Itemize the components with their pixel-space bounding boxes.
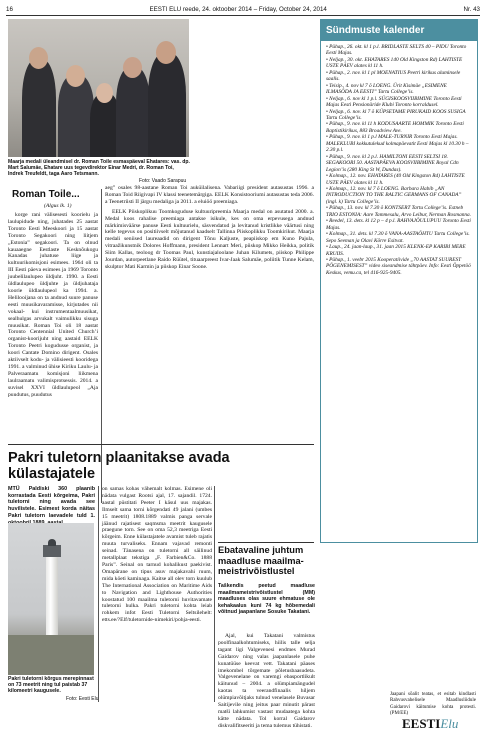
wrestling-lead: Taškendis peetud maadluse maailmameistrivõistlustel (MM) maadluses olas suure ehmatuse ole kehakaalus kuni 74 kg hõbemedali võitnud jaapanlane Sosuke Takatani. (218, 583, 315, 615)
wrestling-body (218, 633, 315, 729)
column-divider (214, 486, 215, 702)
award-photo (8, 19, 189, 157)
article-title-wrestling: Ebatavaline juhtum maadluse maailma- meistrivõistlustel (218, 545, 304, 577)
lighthouse-roof (48, 539, 56, 546)
calendar-item: • Pühap., 9. nov. kl 2 p.l. HAMILTONI EESTI SELTSI 18. SEGAKOORI 50. AASTAPÄEVA KOOSVIIBIMINE Royal Cdn Legion’is (280 King St W, Dundas). (326, 153, 459, 173)
calendar-title: Sündmuste kalender (320, 19, 478, 41)
calendar-item: • Kolmap., 12. nov. kl 7 õ LOENG. Barbara Habib „AN INTRODUCTION TO THE BALTIC GERMANS OF CANADA” (ingl. k) Tartu College’is. (326, 185, 462, 205)
lighthouse-photo (8, 523, 94, 675)
award-photo-credit: Foto: Vaado Sarapuu (139, 178, 187, 184)
calendar-list (320, 41, 478, 543)
person-head (29, 47, 48, 69)
calendar-item: • Kolmap., 31. dets. kl 7.30 õ VANA-AASTAÕHTU Tartu College’is. Sepo Seeman ja Olavi Kõrre Esitvat. (326, 231, 470, 244)
lighthouse-lead: MTÜ Paldiski 360 plaanib korrastada Eesti kõrgeima, Pakri tuletorni ning avada see huvilistele. Esimest korda näitas Pakri tuletorn laevadele tuld 1. (8, 486, 95, 519)
column-divider (98, 486, 99, 702)
events-calendar (320, 19, 478, 534)
article-paragraph: korge rani välisesesti koorielu ja laulupidude ning, juhatades 25 aastat Toronto Eesti Meeskoori ja 15 aastat Toronto Segakoori ning liitjem „Estonia” segakoori. Ta on olnud kauaaegne Eestlaste Kesknõukogu Kanadas juhatuse liige ja kultuurikomisjoni esimees. 1964 oli ta III Eesti päeva esimees ja 1969 Toronto juubelilaulupeo üldjuht. 1990. a Eesti üldlaulupeo üldjuhte ja üldjuhataja koorie üldlaulupeol ka 1994. a. Helilooijana on ta andnud suure panuse eesti muusikavaramisse, kirjutades nii vokaal- kui instrumentaalmuusikat, sealhulgas arvukalt vaimulikku sisuga muusikat. Roman Toi oli 18 aastat Toronto Centennial United Church’i organist-koorijuht ning aastaid EELK Toronto Peetri kogudusse organist, ja koori Cantate Domino dirigent. Osales aktiivselt kodu- ja välisieesti kooridega 1991. a valminud ühise Kiriku Laulu- ja Palveraamatu komisjoni liikmena laulraamatu valimisprotsessis. 2014. a suvisel XXVI üldlaulupeol „Aja puudutus, puudutus (8, 212, 98, 398)
calendar-item: • Neljap., 30. okt. EHATARES 140 Old Kingston Rd) LAHTISTE USTE PÄEV alates kl 11 h. (326, 56, 463, 70)
calendar-item: • Kolmap., 12. nov. EHATARES (40 Old Kingston Rd) LAHTISTE USTE PÄEV alates kl 11 h. (326, 173, 465, 186)
calendar-item: • Reedel, 13. dets. kl 12 p – 4 p.l. RAHVAJÕULUPUU Toronto Eesti Majas. (326, 218, 471, 231)
person-head (123, 57, 142, 78)
lighthouse-photo-caption: Pakri tuletorni kõrgus merepinnast on 73 meetrit ning tul paistab 37 kilomeetri kaugusele. (8, 676, 94, 694)
article-title-lighthouse: Pakri tuletorn plaanitakse avada külastajatele (8, 450, 230, 482)
calendar-item: • Pühap., 13. nov. kl 7.30 õ KONTSERT Tartu College’is. Estneb TRIO ESTONIA: Aare Tammesalu, Arvo Leibur, Nerman Rosmanna. (326, 205, 471, 218)
article-paragraph: EELK Piiskoplikuu Toomkoguduse kultuuripreemia Maarja medal on asutatud 2000. a. Medal koos rahalise preemiaga antakse isikule, kes on oma erpevusega andnud märkimisväärse panuse Eesti kultuurielu, säsvendatud ja levitanud kristlikke väärtusi ning kelle tegevus on positiivselt mõjutanud kaadselt Tallinna Piiskoplikku Toomkirikut. Maarja medali seniised laureaadid on dirigent Tõnu Kaljuste, peapiiskop em Kuno Pajula, vitraažikunstnik Dolores Hoffmann, president Lennart Meri, piiskop Mikko Heikka, politik Siim Kallas, teoloog dr Toomas Paul, kunstiajaloolane Juhan Kilumets, piiskop Philippe Jourdan, autorpeetlane Raido Rüütel, tituaarpreest Ivar-Jaak Salumäe, poliitik Tunne Kelam, skulptor Mati Karmin ja piiskop Einar Soone. (105, 208, 314, 270)
section-rule (218, 542, 314, 543)
issue-number: Nr. 43 (463, 5, 480, 13)
calendar-item: • Laup., 24. jaan-laup., 31. jaan 2015 KLENK-EP KARIBI MERE KRUIIS. (326, 244, 466, 257)
header-dateline: EESTI ELU reede, 24. oktoober 2014 – Friday, October 24, 2014 (149, 5, 327, 13)
eesti-elu-logo (402, 716, 458, 732)
header-rule (6, 15, 480, 16)
person-figure (58, 75, 94, 157)
calendar-item: • Neljap., 6. nov kl 1 p.l. SÜGISKOOSVIIBIMINE Toronto Eesti Majas Eesti Pensionäride Klubi Toronto korraldusel. (326, 95, 462, 109)
calendar-item: • Pühap., 26. okt. kl 1 p.l. BRIDLASTE SELTS 40 – PIDU Toronto Eesti Majas. (326, 44, 467, 57)
calendar-item: • Teisip., 4. nov kl 7 õ LOENG. Ürit Kisimäe „ESIMENE ILMASÕDA JA EESTI” Tartu College’is. (326, 82, 447, 96)
calendar-item: • Neljap., 6. nov. kl 7 õ KÜPSETAME PIRUKAID KOOS SUSIGA Tartu College’is. (326, 108, 466, 121)
page-number: 16 (6, 5, 13, 13)
lighthouse-paragraph: on samas kohas vähemalt kolmas. Esimene oli nädata vulgast Rootsi ajal, 17. sajandil. 1724. aastal püstitati Peeter I käsul uus majakas. Ilmselt sama torni kõrgendati 49 jalani (umbes 15 meetrit) 1808.1889 valmis panga servale jäänud rajatisest saqmsma meetrit kaugusele praegune torn. See on oma 52,3 meetriga Eesti kõrgeim. Enne külastajatele avamist tuleb rajatis muuta turvaliseks. Ennam vajavad remonti seinad. Tänasena on tuletorni all säilinud metallplaat tekstiga „F. Farbien&Co. 1888 Paris”. Seinal on tarnud kohalikust paekivist. Omapärane on tipus asuv majakavahi ruum, mida köeti kaminaga. Kaitse all olev torn kuulub The International Association on Maritime Aids to Navigation and Lighthouse Authorities koostatud 100 maailma tuletorni huvitavamate tuletorni hulka. Pakri tuletorni kohta leiab rohkem infot Eesti Tuletorni Seltsilehelt: etts.ee/?Elf/tuletornide-nimekiri/pohja-eesti. (102, 486, 212, 624)
person-head (156, 41, 176, 64)
person-head (66, 65, 85, 87)
person-head (96, 83, 113, 103)
person-figure (148, 53, 186, 157)
person-figure (22, 59, 56, 157)
calendar-item: • Pühap., 1. veebr 2015 Kooperatiivide „70 AASTAT SUUREST PÕGENEMISEST” video siseandmise tähtpäev. Info: Eesti Õppetöö Keskus, vemu.ca, tel 416-925-9405. (326, 256, 471, 276)
logo-main: EESTI (402, 716, 441, 731)
award-photo-caption: Maarja medali üleandmisel dr. Roman Toile esmaspäeval Ehatares: vas. dp. Mart Salumäe, Ehatare uus tegevdirektor Einar Medri, dr. Roman Toi, Indrek Treufeldt, taga Aaro Tetsmann. (8, 159, 190, 177)
person-figure (116, 67, 150, 157)
lighthouse-ground (8, 635, 94, 675)
lighthouse-lantern (43, 545, 61, 557)
lighthouse-photo-credit: Foto: Eesti Elu (66, 696, 99, 702)
page-header (6, 4, 480, 14)
calendar-item: • Pühap., 2. nov. kl 1 pl MOENATIUS Peetri kirikus aluminsele saalis. (326, 69, 461, 83)
calendar-item: • Pühap., 9. nov. kl 1 p.l MALE-TURNIR Toronto Eesti Majas. MALEKLUBI kokkutulekud kolmapäevatit Eesti Majas kl 10.30 h – 2.30 p.l. (326, 134, 469, 154)
article-continuation: (Algus lk. 1) (44, 203, 72, 209)
wrestling-continuation: Jaapani sõalit teatas, et esitab kindlasti Rahvusvahelisele Maadlusliidule Gaidarovi käitumise kohta protesti. (PM/EE) (390, 692, 476, 716)
section-rule (8, 444, 314, 445)
calendar-item: • Pühap., 9. nov. kl 11 h KODUSAARTE HOMMIK Toronto Eesti Baptistikirikus, 883 Broadview Ave. (326, 121, 464, 134)
article-title-roman: Roman Toile... (12, 189, 80, 200)
wrestling-paragraph: Ajal, kui Takatani valmistus poolfinaalkohtumiseks, hiilis talle selja tagant ligi Valgevenesi endmes Murad Gaidarov ning valas jaapanlasele puhe kunatüüse keevat vett. Takatani päases imekombel tõrgemate põletusbaasudeta. Valgevenelane on varemgi ebasportlikult käitunud – 2004. a olümpiamängudel kaotas ta veerandfinaalis hiljem olümpiavõitjaks tulnud venelasele Buvasar Saitijevile ning jeitus paar minutit pärast matši lahkumist vastast mudaatega kohta kätte nädata. Tol korral Gaidarov diskvalifitseeriti ja tema tulemus tühistati. (218, 633, 315, 729)
article-paragraph: aeg” osales 98-aastane Roman Toi auküilalisena. Vabariigi president autasustas 1996. a Roman Toid Riigivapi IV klassi teenetemärgiga. EELK Konsistooriumi autasustas teda 2006. a Teenetriisti II järgu medaliga ja 2011. a eluiöö preemiaga. (105, 185, 314, 205)
logo-accent: Elu (440, 716, 459, 731)
lighthouse-body (102, 486, 212, 702)
